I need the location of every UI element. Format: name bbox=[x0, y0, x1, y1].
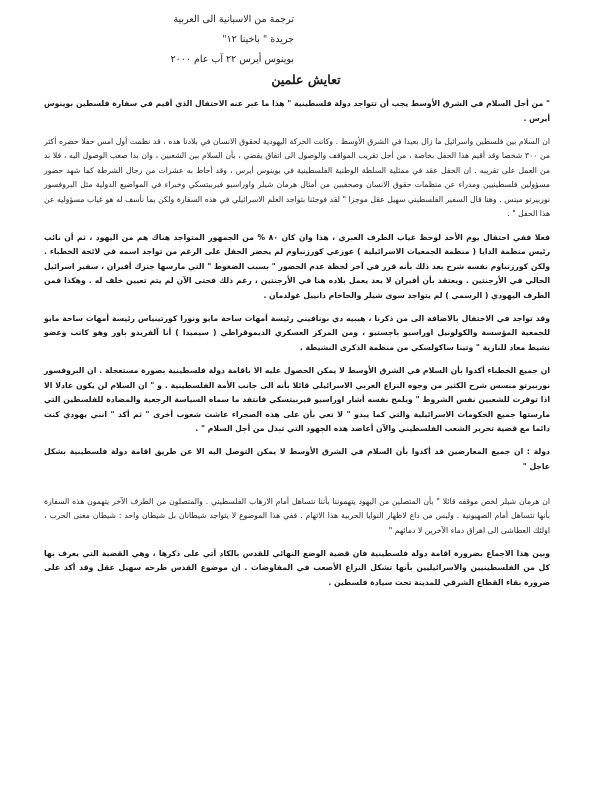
document-header bbox=[34, 10, 294, 70]
paragraph-2: ان السلام بين فلسطين واسرائيل ما زال بعيدا في الشرق الأوسط . وكانت الحركة اليهودية لحقوق الانسان في بلادنا هذه ، قد نظمت أول امس حفلا حضره أكثر من ٣٠٠ شخصا وقد أقيم هذا الحفل بخاصة ، من أجل تقريب المواقف والوصول الى اتفاق يقضي ، بأن السلام بين الشعبين ، وان بدا صعب الوصول اليه ، فلا بد من العمل على تقريبه . ان الحفل عقد في ممثلية السلطة الوطنية الفلسطينية في بوينوس أيرس ، وقد أحاط به عشرات من رجال الشرطة كما شهد حضور مسؤولين فلسطينيين ومدراء عن منظمات حقوق الانسان وصحفيين من أمثال هرمان شيلر واوراسيو فيربيتسكي وخبراء في المواضيع الدولية مثل البروفسور نوربيرتو مينس . وهنا قال السفير الفلسطيني سهيل عقل موجزا " لقد فوجئنا بتواجد العلم الاسرائيلي في هذه السفارة ولكن بما نأسف له هو غياب مسؤوليه عن هذا الحفل " . bbox=[44, 136, 550, 219]
article-body bbox=[44, 97, 550, 599]
article-title: تعايش علمين bbox=[271, 72, 341, 87]
paragraph-5: ان جميع الخطباء أكدوا بأن السلام في الشرق الأوسط لا يمكن الحصول عليه الا باقامة دولة فلسطينية بصورة مستعجلة . ان البروفسور نوربيرتو منسس شرح الكثير من وجوه النزاع العربي الاسرائيلي قائلا بأنه الى جانب الأمة الفلسطينية . و " ان السلام لن يكون عادلا الا اذا توفرت للشعبين نفس الشروط " ويلمح نفسه أشار اوراسيو فيربيتسكي فانتقد ما سماه السياسة الرجعية والمضادة للفلسطين التي مارستها جميع الحكومات الاسرائيلية والتي كما يبدو " لا تعي بأن على هذه الصحراء عاشت شعوب أخرى " ثم أكد " انني يهودي كنت دائما مع قضية تحرير الشعب الفلسطيني والآن أعاضد هذه الجهود التي تبذل من أجل السلام " . bbox=[44, 366, 550, 434]
paragraph-8: وبين هذا الاجماع بضرورة اقامة دولة فلسطينية فان قضية الوضع النهائي للقدس بالكاد أتي على ذكرها ، وهي القضية التي يعرف بها كل من الفلسطينيين والاسرائيليين بأنها تشكل النزاع الأصعب في المفاوضات . ان موضوع القدس طرحه سهيل عقل وقد أكد على ضرورة بقاء القطاع الشرقي للمدينة تحت سيادة فلسطين . bbox=[44, 548, 550, 587]
paragraph-3: فعلا ففي احتفال يوم الأحد لوحظ غياب الطرف العبري ، هذا وان كان ٨٠ % من الجمهور المتواجد هناك هم من اليهود ، ثم أن نائب رئيس منظمة الدايا ( منظمة الجمعيات الاسرائيلية ) عوزعي كورزنباوم لم يحضر الحفل على الرغم من تواجد اسمه في لائحة الخطباء . ولكن كورزنباوم نفسه شرح بعد ذلك بأنه قرر في آخر لحظة عدم الحضور " بسبب الضغوط " التي مارسها جنزك أفيران ، سفير اسرائيل الحالي في الأرجنتين . ويعتقد بأن أفيران لا يعد يعمل بلاده هنا في الأرجنتين ، رغم ذلك فحتى الآن لم يتم تعيين خلف له . وهكذا فمن الطرف اليهودي ( الرسمي ) لم يتواجد سوى شيلر والحاخام دانييل غولدمان . bbox=[44, 232, 550, 300]
translation-note: ترجمة من الاسبانية الى العربية bbox=[173, 14, 294, 25]
paragraph-6: دولة : ان جميع المعارضين قد أكدوا بأن السلام في الشرق الأوسط لا يمكن التوصل اليه الا عن طريق اقامة دولة فلسطينية بشكل عاجل " bbox=[44, 447, 550, 471]
paragraph-7: ان هرمان شيلر لخص موقفه قائلا " بأن المتصلين من اليهود يتهموننا بأننا نتساهل أمام الارهاب الفلسطيني . والمتصلون من الطرف الآخر يتهمون هذه السفارة بأنها تتساهل أمام الصهيونية . وليس من داع لاظهار النوايا الحربية هذا الاتهام . ففي هذا الموضوع لا يتواجد شيطانان بل شيطان واحد : شيطان معنى الحرب ، اولئك العطاشى الى اهراق دماء الآخرين لا دمائهم " bbox=[44, 496, 550, 535]
paragraph-4: وقد تواجد في الاحتفال بالاضافة الى من ذكرنا ، هيبيه دي بونافيني رئيسة أمهات ساحة مايو ونورا كورتينياس رئيسة أمهات ساحة مايو للجمعية المؤسسة والكولونيل اوراسيو باجستيو ، ومن المركز العسكري الديموقراطي ( سيميدا ) أنا آلفريدو باور وهو كاتب وعضو نشيط معاد للنازية " وتينا ساكولسكي من منظمة الذكرى النشيطة . bbox=[44, 313, 550, 352]
paragraph-1: " من أجل السلام في الشرق الأوسط يجب أن تتواجد دولة فلسطينية " هذا ما عبر عنه الاحتفال الذي أقيم في سفارة فلسطين بوينوس أيرس . bbox=[44, 99, 550, 123]
dateline: بوينوس أيرس ٢٢ آب عام ٢٠٠٠ bbox=[170, 54, 294, 65]
newspaper-name: جريدة " باخينا ١٢" bbox=[222, 34, 294, 45]
